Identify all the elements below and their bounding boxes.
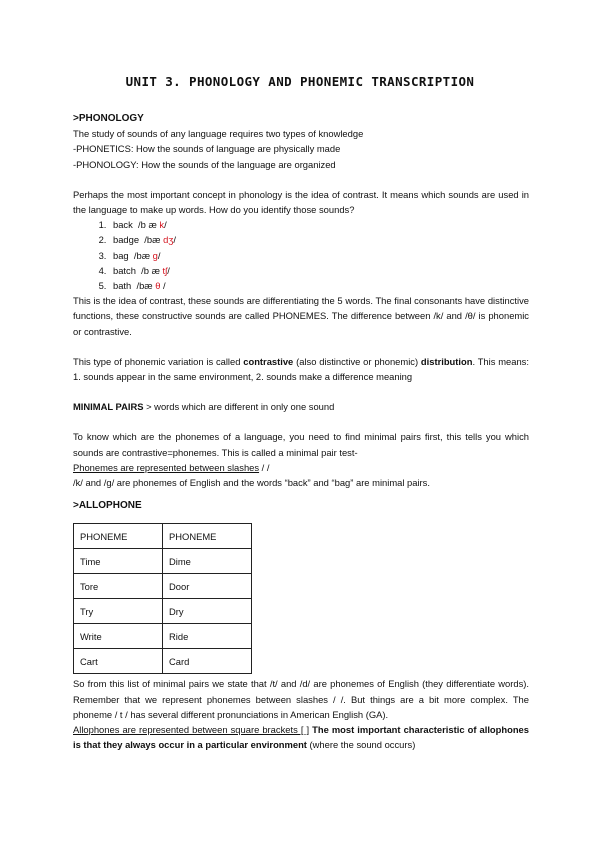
table-cell: Write	[74, 624, 163, 649]
phonology-definition: -PHONOLOGY: How the sounds of the language are organized	[73, 158, 336, 170]
document-body	[73, 111, 529, 752]
phonology-heading: >PHONOLOGY	[73, 113, 144, 124]
phonetics-definition: -PHONETICS: How the sounds of language are physically made	[73, 143, 341, 155]
table-cell: Ride	[163, 624, 252, 649]
table-cell: Door	[163, 574, 252, 599]
table-row	[74, 624, 252, 649]
distribution-paragraph: This type of phonemic variation is called contrastive (also distinctive or phonemic) distribution. This means: 1. sounds appear in the same environment, 2. sounds make a difference meaning	[73, 355, 529, 383]
page-title: UNIT 3. PHONOLOGY AND PHONEMIC TRANSCRIPTION	[125, 74, 475, 89]
list-item: 5. bath /bæ θ /	[109, 278, 529, 293]
table-cell: Time	[74, 549, 163, 574]
table-row	[74, 599, 252, 624]
minimal-pairs-table	[73, 523, 252, 674]
table-row	[74, 549, 252, 574]
allophone-heading: >ALLOPHONE	[73, 500, 142, 512]
minimal-pairs-example: /k/ and /g/ are phonemes of English and the words “back” and “bag” are minimal pairs.	[73, 477, 430, 489]
phonology-line: The study of sounds of any language requires two types of knowledge	[73, 128, 364, 140]
contrast-intro: Perhaps the most important concept in phonology is the idea of contrast. It means which sounds are used in the language to make up words. How do you identify those sounds?	[73, 188, 529, 216]
table-cell: Tore	[74, 574, 163, 599]
list-item: 3. bag /bæ g/	[109, 248, 529, 263]
table-row	[74, 574, 252, 599]
table-cell: Card	[163, 649, 252, 674]
table-cell: Try	[74, 599, 163, 624]
contrast-conclusion: This is the idea of contrast, these sounds are differentiating the 5 words. The final consonants have distinctive functions, these constructive sounds are called PHONEMES. The difference between /k/ and /θ/ is phonemic or contrastive.	[73, 295, 529, 337]
minimal-pairs-definition: MINIMAL PAIRS > words which are different in only one sound	[73, 401, 335, 413]
table-header-cell: PHONEME	[74, 524, 163, 549]
allophone-brackets-paragraph: Allophones are represented between square brackets [ ] The most important characteristic of allophones is that they always occur in a particular environment (where the sound occurs)	[73, 724, 529, 751]
table-header-cell: PHONEME	[163, 524, 252, 549]
table-cell: Dime	[163, 549, 252, 574]
table-cell: Cart	[74, 649, 163, 674]
table-row	[74, 649, 252, 674]
list-item: 4. batch /b æ tʃ/	[109, 263, 529, 278]
list-item: 1. back /b æ k/	[109, 217, 529, 232]
table-cell: Dry	[163, 599, 252, 624]
table-header-row	[74, 524, 252, 549]
contrast-examples-list	[73, 217, 529, 293]
after-table-paragraph: So from this list of minimal pairs we state that /t/ and /d/ are phonemes of English (they differentiate words). Remember that we represent phonemes between slashes / /. But things are a bit more complex. The phoneme / t / has several different pronunciations in American English (GA).	[73, 678, 529, 720]
list-item: 2. badge /bæ dʒ/	[109, 232, 529, 247]
slashes-note: Phonemes are represented between slashes / /	[73, 461, 270, 473]
minimal-pairs-paragraph: To know which are the phonemes of a language, you need to find minimal pairs first, this tells you which sounds are contrastive=phonemes. This is called a minimal pair test-	[73, 431, 529, 458]
